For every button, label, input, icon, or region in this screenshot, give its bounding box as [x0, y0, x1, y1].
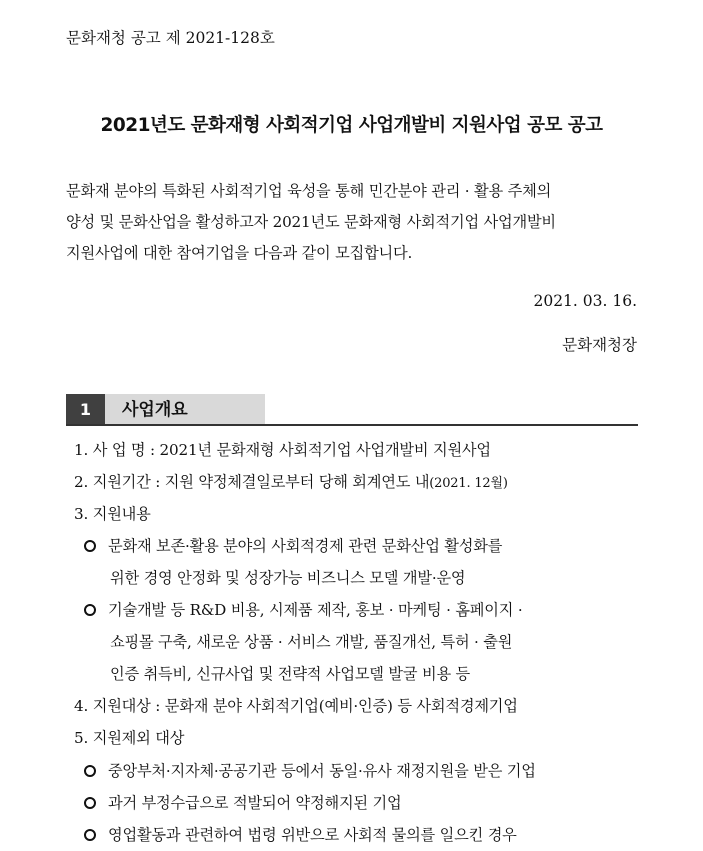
list-item [84, 824, 517, 845]
support-period-text: 2. 지원기간 : 지원 약정체결일로부터 당해 회계연도 내 [74, 473, 430, 491]
list-item-text: 중앙부처·지자체·공공기관 등에서 동일·유사 재정지원을 받은 기업 [108, 762, 536, 780]
issuing-organization: 문화재청장 [562, 336, 637, 354]
intro-line: 양성 및 문화산업을 활성하고자 2021년도 문화재형 사회적기업 사업개발비 [66, 213, 556, 231]
notice-number: 문화재청 공고 제 2021-128호 [66, 29, 275, 47]
section-underline [66, 424, 638, 426]
intro-paragraph [66, 176, 638, 269]
section-header [66, 394, 638, 426]
list-item [84, 599, 522, 620]
list-item-text: 기술개발 등 R&D 비용, 시제품 제작, 홍보 · 마케팅 · 홈페이지 · [108, 601, 523, 619]
circle-bullet-icon [84, 765, 96, 777]
item-project-name: 1. 사 업 명 : 2021년 문화재형 사회적기업 사업개발비 지원사업 [74, 441, 491, 459]
list-item-continuation: 위한 경영 안정화 및 성장가능 비즈니스 모델 개발·운영 [110, 569, 466, 587]
circle-bullet-icon [84, 604, 96, 616]
list-item [84, 535, 502, 556]
list-item [84, 760, 536, 781]
section-number: 1 [66, 394, 105, 426]
intro-line: 문화재 분야의 특화된 사회적기업 육성을 통해 민간분야 관리 · 활용 주체의 [66, 182, 552, 200]
section-title: 사업개요 [122, 400, 188, 420]
list-item [84, 792, 401, 813]
list-item-text: 문화재 보존·활용 분야의 사회적경제 관련 문화산업 활성화를 [108, 537, 503, 555]
item-exclusions: 5. 지원제외 대상 [74, 729, 185, 747]
intro-line: 지원사업에 대한 참여기업을 다음과 같이 모집합니다. [66, 244, 413, 262]
item-support-period [74, 471, 508, 492]
item-support-content: 3. 지원내용 [74, 505, 151, 523]
notice-date: 2021. 03. 16. [533, 292, 637, 310]
document-title: 2021년도 문화재형 사회적기업 사업개발비 지원사업 공모 공고 [100, 115, 603, 136]
list-item-text: 영업활동과 관련하여 법령 위반으로 사회적 물의를 일으킨 경우 [108, 826, 517, 844]
item-support-target: 4. 지원대상 : 문화재 분야 사회적기업(예비·인증) 등 사회적경제기업 [74, 697, 518, 715]
list-item-text: 과거 부정수급으로 적발되어 약정해지된 기업 [108, 794, 402, 812]
list-item-continuation: 쇼핑몰 구축, 새로운 상품 · 서비스 개발, 품질개선, 특허 · 출원 [110, 633, 513, 651]
circle-bullet-icon [84, 540, 96, 552]
circle-bullet-icon [84, 797, 96, 809]
list-item-continuation: 인증 취득비, 신규사업 및 전략적 사업모델 발굴 비용 등 [110, 665, 471, 683]
circle-bullet-icon [84, 829, 96, 841]
support-period-note: (2021. 12월) [429, 476, 508, 491]
